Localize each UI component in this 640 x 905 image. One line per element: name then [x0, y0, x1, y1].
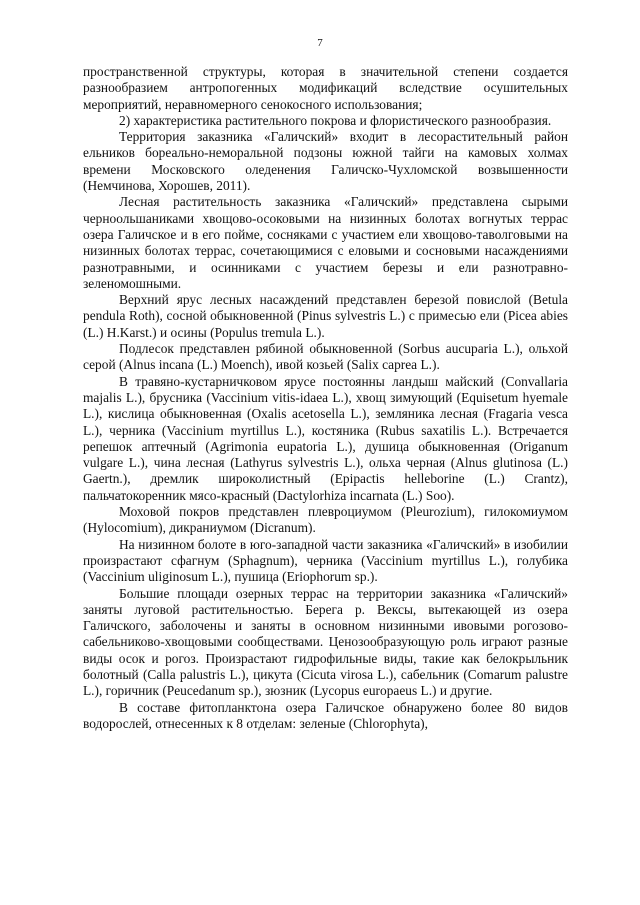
body-text [83, 64, 568, 732]
paragraph: В травяно-кустарничковом ярусе постоянны ландыш майский (Convallaria majalis L.), брусника (Vaccinium vitis-idaea L.), хвощ зимующий (Equisetum hyemale L.), кислица обыкновенная (Oxalis acetosella L.), земляника лесная (Fragaria vesca L.), черника (Vaccinium myrtillus L.), костяника (Rubus saxatilis L.). Встречается репешок аптечный (Agrimonia eupatoria L.), душица обыкновенная (Origanum vulgare L.), чина лесная (Lathyrus sylvestris L.), ольха черная (Alnus glutinosa (L.) Gaertn.), дремлик широколистный (Epipactis helleborine (L.) Crantz), пальчатокоренник мясо-красный (Dactylorhiza incarnata (L.) Soo). [83, 373, 568, 503]
paragraph: пространственной структуры, которая в значительной степени создается разнообразием антропогенных модификаций вследствие осушительных мероприятий, неравномерного сенокосного использования; [83, 64, 568, 112]
paragraph: Большие площади озерных террас на территории заказника «Галичский» заняты луговой растительностью. Берега р. Вексы, вытекающей из озера Галичского, заболочены и заняты в основном низинными ивовыми рогозово-сабельниково-хвощовыми сообществами. Ценозообразующую роль играют разные виды осок и рогоз. Произрастают гидрофильные виды, такие как белокрыльник болотный (Calla palustris L.), цикута (Cicuta virosa L.), сабельник (Comarum palustre L.), горичник (Peucedanum sp.), зюзник (Lycopus europaeus L.) и другие. [83, 585, 568, 699]
paragraph: Верхний ярус лесных насаждений представлен березой повислой (Betula pendula Roth), сосной обыкновенной (Pinus sylvestris L.) с примесью ели (Picea abies (L.) H.Karst.) и осины (Populus tremula L.). [83, 292, 568, 340]
paragraph: В составе фитопланктона озера Галичское обнаружено более 80 видов водорослей, отнесенных к 8 отделам: зеленые (Chlorophyta), [83, 699, 568, 731]
paragraph: Подлесок представлен рябиной обыкновенной (Sorbus aucuparia L.), ольхой серой (Alnus incana (L.) Moench), ивой козьей (Salix caprea L.). [83, 341, 568, 373]
paragraph: На низинном болоте в юго-западной части заказника «Галичский» в изобилии произрастают сфагнум (Sphagnum), черника (Vaccinium myrtillus L.), голубика (Vaccinium uliginosum L.), пушица (Eriophorum sp.). [83, 536, 568, 585]
paragraph: Моховой покров представлен плевроциумом (Pleurozium), гилокомиумом (Hylocomium), дикраниумом (Dicranum). [83, 504, 568, 536]
paragraph: 2) характеристика растительного покрова и флористического разнообразия. [119, 112, 552, 128]
paragraph: Лесная растительность заказника «Галичский» представлена сырыми черноольшаниками хвощово-осоковыми на низинных болотах вогнутых террас озера Галичское и в его пойме, сосняками с участием ели хвощово-таволговыми на низинных болотах террас, сочетающимися с еловыми и сосновыми насаждениями разнотравными, и осинниками с участием березы и ели разнотравно-зеленомошными. [83, 194, 568, 291]
page-number: 7 [317, 37, 323, 49]
paragraph: Территория заказника «Галичский» входит в лесорастительный район ельников бореально-неморальной подзоны южной тайги на камовых холмах времени Московского оледенения Галичско-Чухломской возвышенности (Немчинова, Хорошев, 2011). [83, 129, 568, 194]
